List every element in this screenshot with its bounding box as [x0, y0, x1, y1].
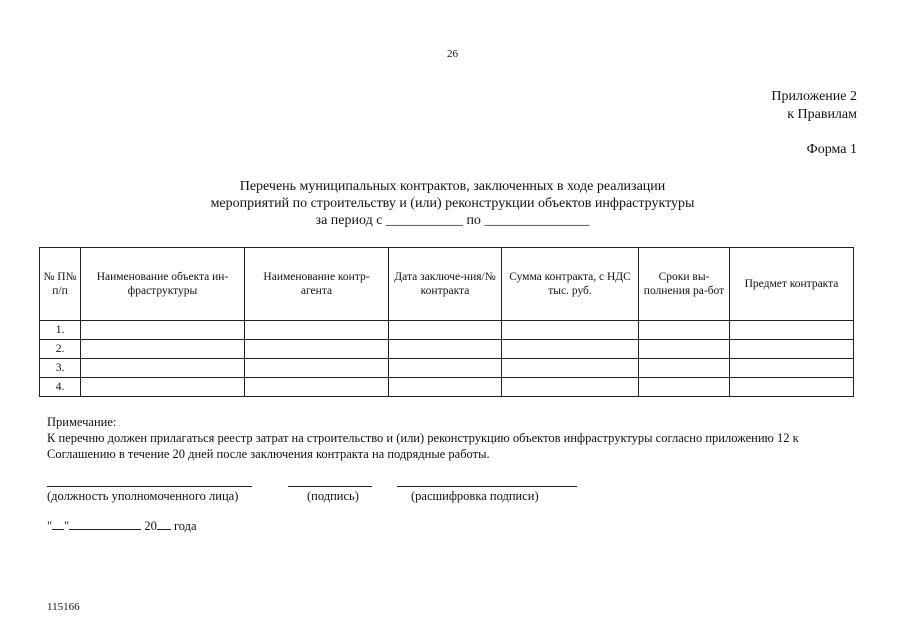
table-cell	[245, 340, 389, 359]
table-row	[40, 359, 854, 378]
title-line-2: мероприятий по строительству и (или) реконструкции объектов инфраструктуры	[210, 196, 695, 211]
contracts-table	[39, 247, 854, 397]
month-blank	[69, 529, 141, 530]
row-number-cell: 3.	[40, 359, 81, 378]
period-prefix: за период с	[315, 213, 383, 228]
period-end-blank: _______________	[484, 213, 590, 228]
appendix-reference	[771, 88, 857, 124]
table-cell	[81, 321, 245, 340]
table-cell	[639, 321, 730, 340]
date-quote-close: "	[64, 519, 70, 533]
header-cell: Наименование контр-агента	[245, 248, 389, 321]
row-number-cell: 2.	[40, 340, 81, 359]
header-cell: № П№ п/п	[40, 248, 81, 321]
table-cell	[502, 321, 639, 340]
decoding-signature-line	[397, 486, 577, 487]
appendix-line-1: Приложение 2	[771, 89, 857, 104]
table-cell	[730, 378, 854, 397]
date-quote-open: "	[47, 519, 53, 533]
table-cell	[639, 340, 730, 359]
note-text: К перечню должен прилагаться реестр затрат на строительство и (или) реконструкцию объектов инфраструктуры согласно приложению 12 к Соглашению в течение 20 дней после заключения контракта на подрядные работы.	[47, 431, 799, 461]
row-number-cell: 1.	[40, 321, 81, 340]
note-block	[47, 414, 857, 462]
table-cell	[245, 321, 389, 340]
header-cell: Предмет контракта	[730, 248, 854, 321]
table-row	[40, 340, 854, 359]
title-line-1: Перечень муниципальных контрактов, заключенных в ходе реализации	[239, 179, 666, 194]
table-row	[40, 321, 854, 340]
header-cell: Наименование объекта ин-фраструктуры	[81, 248, 245, 321]
signature-label: (подпись)	[307, 489, 359, 503]
table-cell	[389, 321, 502, 340]
table-row	[40, 378, 854, 397]
table-cell	[245, 378, 389, 397]
title-line-3	[0, 212, 905, 229]
table-cell	[639, 359, 730, 378]
table-cell	[730, 340, 854, 359]
appendix-line-2: к Правилам	[787, 107, 857, 122]
period-start-blank: ___________	[385, 213, 463, 228]
table-cell	[639, 378, 730, 397]
row-number-cell: 4.	[40, 378, 81, 397]
day-blank	[52, 529, 64, 530]
position-signature-line	[47, 486, 252, 487]
table-cell	[389, 378, 502, 397]
decoding-label: (расшифровка подписи)	[411, 489, 539, 503]
table-cell	[81, 340, 245, 359]
table-cell	[389, 340, 502, 359]
document-title	[0, 178, 905, 229]
year-prefix: 20	[144, 519, 157, 533]
note-heading: Примечание:	[47, 415, 117, 429]
table-cell	[502, 378, 639, 397]
table-header-row	[40, 248, 854, 321]
header-cell: Сроки вы-полнения ра-бот	[639, 248, 730, 321]
header-cell: Дата заключе-ния/№ контракта	[389, 248, 502, 321]
document-code: 115166	[47, 601, 80, 613]
page-number: 26	[447, 48, 458, 60]
table-cell	[502, 340, 639, 359]
position-label: (должность уполномоченного лица)	[47, 489, 239, 503]
table-cell	[730, 321, 854, 340]
form-label: Форма 1	[806, 142, 857, 157]
table-cell	[81, 378, 245, 397]
signature-line	[288, 486, 372, 487]
table-cell	[730, 359, 854, 378]
table-cell	[502, 359, 639, 378]
year-suffix: года	[173, 519, 197, 533]
table-cell	[245, 359, 389, 378]
header-cell: Сумма контракта, с НДС тыс. руб.	[502, 248, 639, 321]
table-cell	[81, 359, 245, 378]
table-cell	[389, 359, 502, 378]
date-line	[47, 519, 197, 534]
period-middle: по	[466, 213, 481, 228]
year-blank	[157, 529, 171, 530]
